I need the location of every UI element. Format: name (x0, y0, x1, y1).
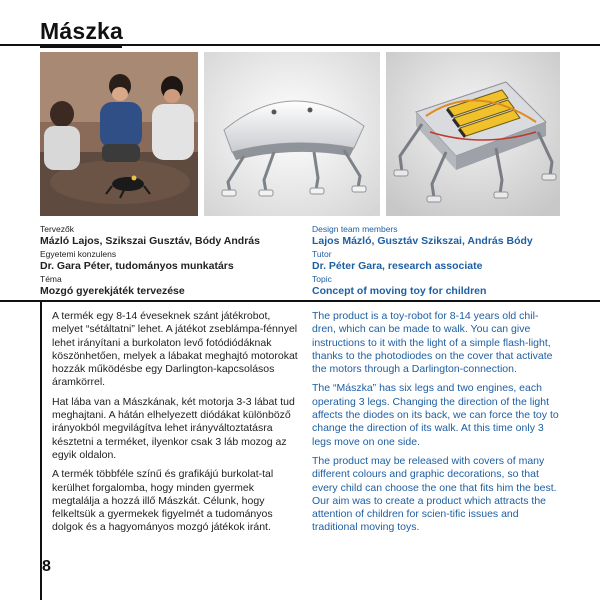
children-with-robot-photo (40, 52, 198, 216)
designers-value-en: Lajos Mázló, Gusztáv Szikszai, András Bódy (312, 235, 533, 247)
margin-rule (40, 302, 42, 600)
paragraph-en-3: The product may be released with covers of many different colours and graphic decorations, so that every child can choose the one that fits him the best. Our aim was to create a product which attracts the attention of children for scien-tific issues and traditional moving toys. (312, 454, 557, 534)
robot-render-white-shell (204, 52, 380, 216)
tutor-value: Dr. Gara Péter, tudományos munkatárs (40, 260, 234, 272)
designers-value: Mázló Lajos, Szikszai Gusztáv, Bódy András (40, 235, 260, 247)
page-number: 8 (42, 558, 51, 575)
designers-label: Tervezők (40, 224, 75, 234)
paragraph-hu-2: Hat lába van a Mászkának, két motorja 3-3 lábat tud meghajtani. A hátán elhelyezett diódákat különböző irányokból megvilágítva lehet irányváltoztatásra késztetni a terméket, ilyenkor csak 3 láb mozog az egyik oldalon. (52, 395, 295, 461)
body-english (312, 310, 560, 541)
topic-value: Mozgó gyerekjáték tervezése (40, 285, 185, 297)
paragraph-en-2: The “Mászka” has six legs and two engines, each operating 3 legs. Changing the direction of the light affects the diodes on its back, we can force the toy to change the direction of its walk. At this time only 3 legs move on one side. (312, 382, 559, 448)
designers-label-en: Design team members (312, 224, 398, 234)
tutor-label-en: Tutor (312, 249, 332, 259)
meta-hungarian (40, 224, 310, 299)
meta-english (312, 224, 582, 299)
section-divider (0, 300, 600, 302)
paragraph-en-1: The product is a toy-robot for 8-14 years old chil-dren, which can be made to walk. You can give instructions to it with the light of a simple flash-light, thanks to the photodiodes on the cover that activate the motors through a Darlington-connection. (312, 310, 553, 376)
body-hungarian (52, 310, 302, 541)
tutor-value-en: Dr. Péter Gara, research associate (312, 260, 483, 272)
topic-label: Téma (40, 274, 62, 284)
tutor-label: Egyetemi konzulens (40, 249, 117, 259)
robot-render-open-battery (386, 52, 560, 216)
page-title: Mászka (40, 18, 124, 44)
title-accent (40, 44, 122, 48)
topic-label-en: Topic (312, 274, 332, 284)
paragraph-hu-3: A termék többféle színű és grafikájú burkolat-tal kerülhet forgalomba, hogy minden gyermek megtalálja a hozzá illő Mászkát. Célunk, hogy felkeltsük a gyermekek figyelmét a tudományos dolgok és a hagyományos mozgó játékok iránt. (52, 468, 274, 534)
topic-value-en: Concept of moving toy for children (312, 285, 487, 297)
paragraph-hu-1: A termék egy 8-14 éveseknek szánt játékrobot, melyet “sétáltatni” lehet. A játékot zseblámpa-fénnyel lehet irányítani a burkolaton levő fotódiódáknak köszönhetően, melyek a lábakat meghajtó motorokat hozzák működésbe egy Darlington-kapcsolásos áramkörrel. (52, 310, 298, 389)
